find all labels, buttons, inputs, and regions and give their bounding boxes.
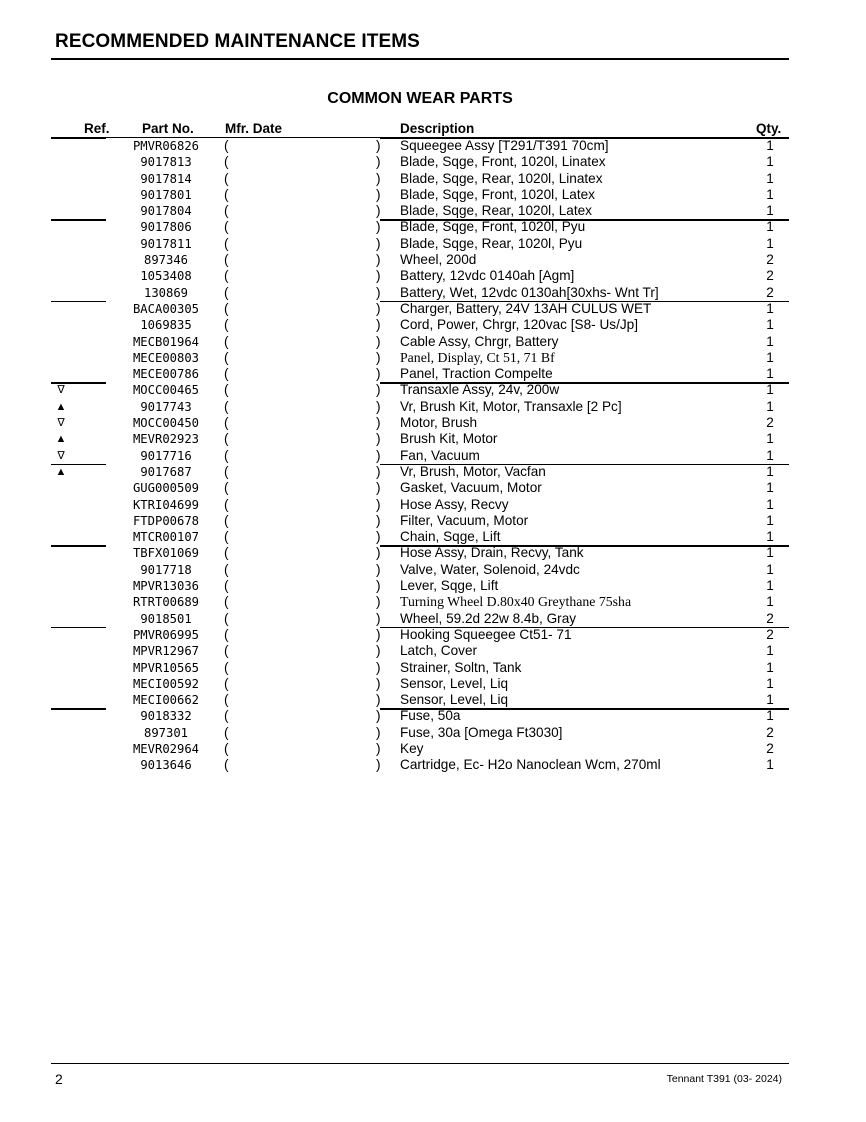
mfr-date-open: ( [224, 529, 229, 545]
group-separator-left [51, 301, 106, 302]
quantity: 1 [766, 333, 774, 349]
description: Hose Assy, Recvy [400, 496, 509, 512]
mfr-date-close: ) [376, 170, 381, 186]
part-number: 1053408 [140, 269, 192, 284]
part-number: KTRI04699 [132, 497, 200, 512]
quantity: 1 [766, 170, 774, 186]
mfr-date-open: ( [224, 659, 229, 675]
mfr-date-close: ) [376, 447, 381, 463]
part-number: BACA00305 [132, 301, 200, 316]
description: Fuse, 30a [Omega Ft3030] [400, 724, 563, 740]
description: Transaxle Assy, 24v, 200w [400, 382, 560, 398]
part-number: 897346 [143, 253, 189, 268]
parts-table [0, 138, 866, 774]
quantity: 2 [766, 268, 774, 284]
description: Panel, Traction Compelte [400, 366, 553, 382]
mfr-date-close: ) [376, 382, 381, 398]
mfr-date-open: ( [224, 219, 229, 235]
mfr-date-close: ) [376, 594, 381, 610]
mfr-date-close: ) [376, 610, 381, 626]
mfr-date-open: ( [224, 382, 229, 398]
part-number: MTCR00107 [132, 530, 200, 545]
mfr-date-close: ) [376, 366, 381, 382]
part-number: 130869 [143, 285, 189, 300]
quantity: 1 [766, 300, 774, 316]
table-row [0, 203, 866, 219]
description: Battery, Wet, 12vdc 0130ah[30xhs- Wnt Tr] [400, 284, 659, 300]
mfr-date-close: ) [376, 349, 381, 365]
part-number: 9018332 [140, 709, 192, 724]
table-row [0, 219, 866, 235]
mfr-date-open: ( [224, 561, 229, 577]
mfr-date-close: ) [376, 333, 381, 349]
mfr-date-close: ) [376, 561, 381, 577]
part-number: GUG000509 [132, 481, 200, 496]
table-row [0, 171, 866, 187]
table-row [0, 513, 866, 529]
table-row [0, 350, 866, 366]
part-number: MECI00662 [132, 693, 200, 708]
description: Wheel, 200d [400, 252, 477, 268]
mfr-date-open: ( [224, 643, 229, 659]
quantity: 2 [766, 626, 774, 642]
mfr-date-open: ( [224, 431, 229, 447]
part-number: MEVR02964 [132, 741, 200, 756]
quantity: 1 [766, 692, 774, 708]
group-separator-left [51, 545, 106, 546]
description: Cord, Power, Chrgr, 120vac [S8- Us/Jp] [400, 317, 638, 333]
description: Fan, Vacuum [400, 447, 480, 463]
part-number: 9017811 [140, 236, 192, 251]
description: Hooking Squeegee Ct51- 71 [400, 626, 572, 642]
mfr-date-open: ( [224, 317, 229, 333]
quantity: 1 [766, 708, 774, 724]
part-number: PMVR06995 [132, 627, 200, 642]
description: Hose Assy, Drain, Recvy, Tank [400, 545, 584, 561]
column-headers [0, 121, 866, 137]
part-number: 9017716 [140, 448, 192, 463]
col-header-ref: Ref. [84, 121, 110, 136]
table-row [0, 660, 866, 676]
part-number: 9017743 [140, 399, 192, 414]
description: Motor, Brush [400, 415, 478, 431]
mfr-date-close: ) [376, 415, 381, 431]
table-row [0, 578, 866, 594]
mfr-date-close: ) [376, 300, 381, 316]
table-row [0, 594, 866, 610]
ref-marker: ∇ [57, 449, 65, 462]
mfr-date-open: ( [224, 252, 229, 268]
ref-marker: ▲ [55, 465, 67, 478]
group-separator-left [51, 627, 106, 628]
quantity: 1 [766, 138, 774, 153]
part-number: FTDP00678 [132, 513, 200, 528]
quantity: 1 [766, 659, 774, 675]
group-separator-left [51, 219, 106, 220]
mfr-date-open: ( [224, 626, 229, 642]
table-row [0, 741, 866, 757]
description: Vr, Brush Kit, Motor, Transaxle [2 Pc] [400, 398, 622, 414]
quantity: 1 [766, 675, 774, 691]
mfr-date-close: ) [376, 740, 381, 756]
description: Sensor, Level, Liq [400, 692, 509, 708]
table-row [0, 301, 866, 317]
table-row [0, 529, 866, 545]
table-row [0, 692, 866, 708]
mfr-date-close: ) [376, 643, 381, 659]
mfr-date-close: ) [376, 252, 381, 268]
mfr-date-open: ( [224, 415, 229, 431]
mfr-date-close: ) [376, 398, 381, 414]
description: Blade, Sqge, Rear, 1020l, Pyu [400, 235, 583, 251]
quantity: 1 [766, 594, 774, 610]
part-number: MECI00592 [132, 676, 200, 691]
table-row [0, 757, 866, 773]
part-number: MOCC00450 [132, 416, 200, 431]
mfr-date-close: ) [376, 626, 381, 642]
mfr-date-open: ( [224, 349, 229, 365]
mfr-date-open: ( [224, 545, 229, 561]
description: Blade, Sqge, Rear, 1020l, Linatex [400, 170, 603, 186]
part-number: 9018501 [140, 611, 192, 626]
page-number: 2 [55, 1071, 63, 1087]
ref-marker: ∇ [57, 417, 65, 430]
table-row [0, 725, 866, 741]
table-row [0, 317, 866, 333]
part-number: PMVR06826 [132, 139, 200, 153]
mfr-date-close: ) [376, 138, 381, 153]
table-row [0, 399, 866, 415]
mfr-date-open: ( [224, 692, 229, 708]
quantity: 1 [766, 366, 774, 382]
footer-rule [51, 1063, 789, 1064]
description: Panel, Display, Ct 51, 71 Bf [400, 349, 555, 365]
mfr-date-open: ( [224, 154, 229, 170]
mfr-date-open: ( [224, 447, 229, 463]
part-number: MECE00803 [132, 350, 200, 365]
mfr-date-open: ( [224, 724, 229, 740]
mfr-date-open: ( [224, 366, 229, 382]
quantity: 2 [766, 252, 774, 268]
mfr-date-close: ) [376, 186, 381, 202]
part-number: MPVR13036 [132, 579, 200, 594]
quantity: 2 [766, 740, 774, 756]
mfr-date-close: ) [376, 235, 381, 251]
mfr-date-close: ) [376, 284, 381, 300]
mfr-date-close: ) [376, 675, 381, 691]
mfr-date-close: ) [376, 659, 381, 675]
quantity: 1 [766, 529, 774, 545]
part-number: 9017806 [140, 220, 192, 235]
description: Fuse, 50a [400, 708, 461, 724]
mfr-date-close: ) [376, 480, 381, 496]
quantity: 1 [766, 219, 774, 235]
table-row [0, 627, 866, 643]
mfr-date-open: ( [224, 300, 229, 316]
quantity: 1 [766, 431, 774, 447]
group-separator-left [51, 708, 106, 709]
part-number: 9017687 [140, 464, 192, 479]
mfr-date-open: ( [224, 594, 229, 610]
mfr-date-open: ( [224, 186, 229, 202]
table-row [0, 448, 866, 464]
mfr-date-open: ( [224, 578, 229, 594]
mfr-date-open: ( [224, 512, 229, 528]
quantity: 2 [766, 284, 774, 300]
page-heading: RECOMMENDED MAINTENANCE ITEMS [55, 31, 420, 52]
table-row [0, 480, 866, 496]
description: Charger, Battery, 24V 13AH CULUS WET [400, 300, 652, 316]
description: Cable Assy, Chrgr, Battery [400, 333, 559, 349]
description: Valve, Water, Solenoid, 24vdc [400, 561, 580, 577]
description: Key [400, 740, 424, 756]
mfr-date-close: ) [376, 692, 381, 708]
mfr-date-open: ( [224, 170, 229, 186]
mfr-date-open: ( [224, 463, 229, 479]
table-row [0, 138, 866, 154]
ref-marker: ▲ [55, 433, 67, 446]
mfr-date-close: ) [376, 463, 381, 479]
mfr-date-close: ) [376, 512, 381, 528]
table-row [0, 236, 866, 252]
part-number: MECB01964 [132, 334, 200, 349]
heading-rule [51, 58, 789, 60]
description: Turning Wheel D.80x40 Greythane 75sha [400, 594, 632, 610]
quantity: 1 [766, 512, 774, 528]
part-number: 897301 [143, 725, 189, 740]
mfr-date-close: ) [376, 154, 381, 170]
quantity: 1 [766, 643, 774, 659]
description: Blade, Sqge, Rear, 1020l, Latex [400, 203, 592, 219]
ref-marker: ▲ [55, 400, 67, 413]
mfr-date-close: ) [376, 219, 381, 235]
mfr-date-open: ( [224, 740, 229, 756]
part-number: 9017801 [140, 187, 192, 202]
quantity: 1 [766, 186, 774, 202]
part-number: 9017718 [140, 562, 192, 577]
section-title: COMMON WEAR PARTS [327, 90, 513, 107]
part-number: 9017813 [140, 155, 192, 170]
part-number: 9017804 [140, 204, 192, 219]
table-row [0, 334, 866, 350]
col-header-part-no: Part No. [142, 121, 194, 136]
table-row [0, 268, 866, 284]
table-row [0, 676, 866, 692]
description: Gasket, Vacuum, Motor [400, 480, 542, 496]
document-reference: Tennant T391 (03- 2024) [666, 1073, 782, 1085]
quantity: 1 [766, 317, 774, 333]
table-row [0, 497, 866, 513]
description: Blade, Sqge, Front, 1020l, Linatex [400, 154, 606, 170]
mfr-date-open: ( [224, 138, 229, 153]
quantity: 1 [766, 480, 774, 496]
part-number: MPVR12967 [132, 644, 200, 659]
mfr-date-open: ( [224, 708, 229, 724]
description: Vr, Brush, Motor, Vacfan [400, 463, 546, 479]
table-row [0, 154, 866, 170]
description: Lever, Sqge, Lift [400, 578, 499, 594]
mfr-date-open: ( [224, 496, 229, 512]
table-row [0, 187, 866, 203]
quantity: 1 [766, 463, 774, 479]
quantity: 1 [766, 578, 774, 594]
mfr-date-close: ) [376, 757, 381, 773]
mfr-date-close: ) [376, 708, 381, 724]
mfr-date-open: ( [224, 268, 229, 284]
quantity: 1 [766, 496, 774, 512]
group-separator-left [51, 138, 106, 139]
description: Latch, Cover [400, 643, 478, 659]
quantity: 1 [766, 349, 774, 365]
mfr-date-open: ( [224, 675, 229, 691]
table-row [0, 562, 866, 578]
mfr-date-close: ) [376, 203, 381, 219]
quantity: 1 [766, 235, 774, 251]
quantity: 1 [766, 447, 774, 463]
part-number: RTRT00689 [132, 595, 200, 610]
part-number: MEVR02923 [132, 432, 200, 447]
quantity: 1 [766, 545, 774, 561]
table-row [0, 431, 866, 447]
quantity: 2 [766, 724, 774, 740]
description: Blade, Sqge, Front, 1020l, Pyu [400, 219, 586, 235]
description: Sensor, Level, Liq [400, 675, 509, 691]
mfr-date-close: ) [376, 496, 381, 512]
part-number: 9017814 [140, 171, 192, 186]
quantity: 1 [766, 757, 774, 773]
quantity: 1 [766, 398, 774, 414]
description: Brush Kit, Motor [400, 431, 498, 447]
quantity: 2 [766, 610, 774, 626]
description: Battery, 12vdc 0140ah [Agm] [400, 268, 575, 284]
mfr-date-open: ( [224, 398, 229, 414]
quantity: 1 [766, 203, 774, 219]
table-row [0, 643, 866, 659]
mfr-date-close: ) [376, 724, 381, 740]
mfr-date-close: ) [376, 529, 381, 545]
table-row [0, 252, 866, 268]
mfr-date-close: ) [376, 578, 381, 594]
description: Strainer, Soltn, Tank [400, 659, 522, 675]
description: Blade, Sqge, Front, 1020l, Latex [400, 186, 595, 202]
mfr-date-open: ( [224, 333, 229, 349]
part-number: MOCC00465 [132, 383, 200, 398]
col-header-mfr-date: Mfr. Date [225, 121, 283, 136]
table-row [0, 382, 866, 398]
mfr-date-close: ) [376, 431, 381, 447]
table-row [0, 366, 866, 382]
mfr-date-open: ( [224, 203, 229, 219]
quantity: 2 [766, 415, 774, 431]
table-row [0, 611, 866, 627]
description: Filter, Vacuum, Motor [400, 512, 529, 528]
col-header-description: Description [400, 121, 475, 136]
table-row [0, 708, 866, 724]
mfr-date-close: ) [376, 268, 381, 284]
mfr-date-open: ( [224, 284, 229, 300]
mfr-date-close: ) [376, 317, 381, 333]
part-number: MPVR10565 [132, 660, 200, 675]
mfr-date-open: ( [224, 610, 229, 626]
table-row [0, 415, 866, 431]
part-number: TBFX01069 [132, 546, 200, 561]
mfr-date-open: ( [224, 480, 229, 496]
mfr-date-close: ) [376, 545, 381, 561]
mfr-date-open: ( [224, 235, 229, 251]
table-row [0, 464, 866, 480]
description: Cartridge, Ec- H2o Nanoclean Wcm, 270ml [400, 757, 661, 773]
part-number: MECE00786 [132, 367, 200, 382]
description: Squeegee Assy [T291/T391 70cm] [400, 138, 609, 153]
description: Chain, Sqge, Lift [400, 529, 501, 545]
quantity: 1 [766, 561, 774, 577]
quantity: 1 [766, 382, 774, 398]
description: Wheel, 59.2d 22w 8.4b, Gray [400, 610, 577, 626]
mfr-date-open: ( [224, 757, 229, 773]
table-row [0, 545, 866, 561]
table-row [0, 285, 866, 301]
col-header-qty: Qty. [756, 121, 782, 136]
part-number: 9013646 [140, 758, 192, 773]
part-number: 1069835 [140, 318, 192, 333]
quantity: 1 [766, 154, 774, 170]
ref-marker: ∇ [57, 384, 65, 397]
